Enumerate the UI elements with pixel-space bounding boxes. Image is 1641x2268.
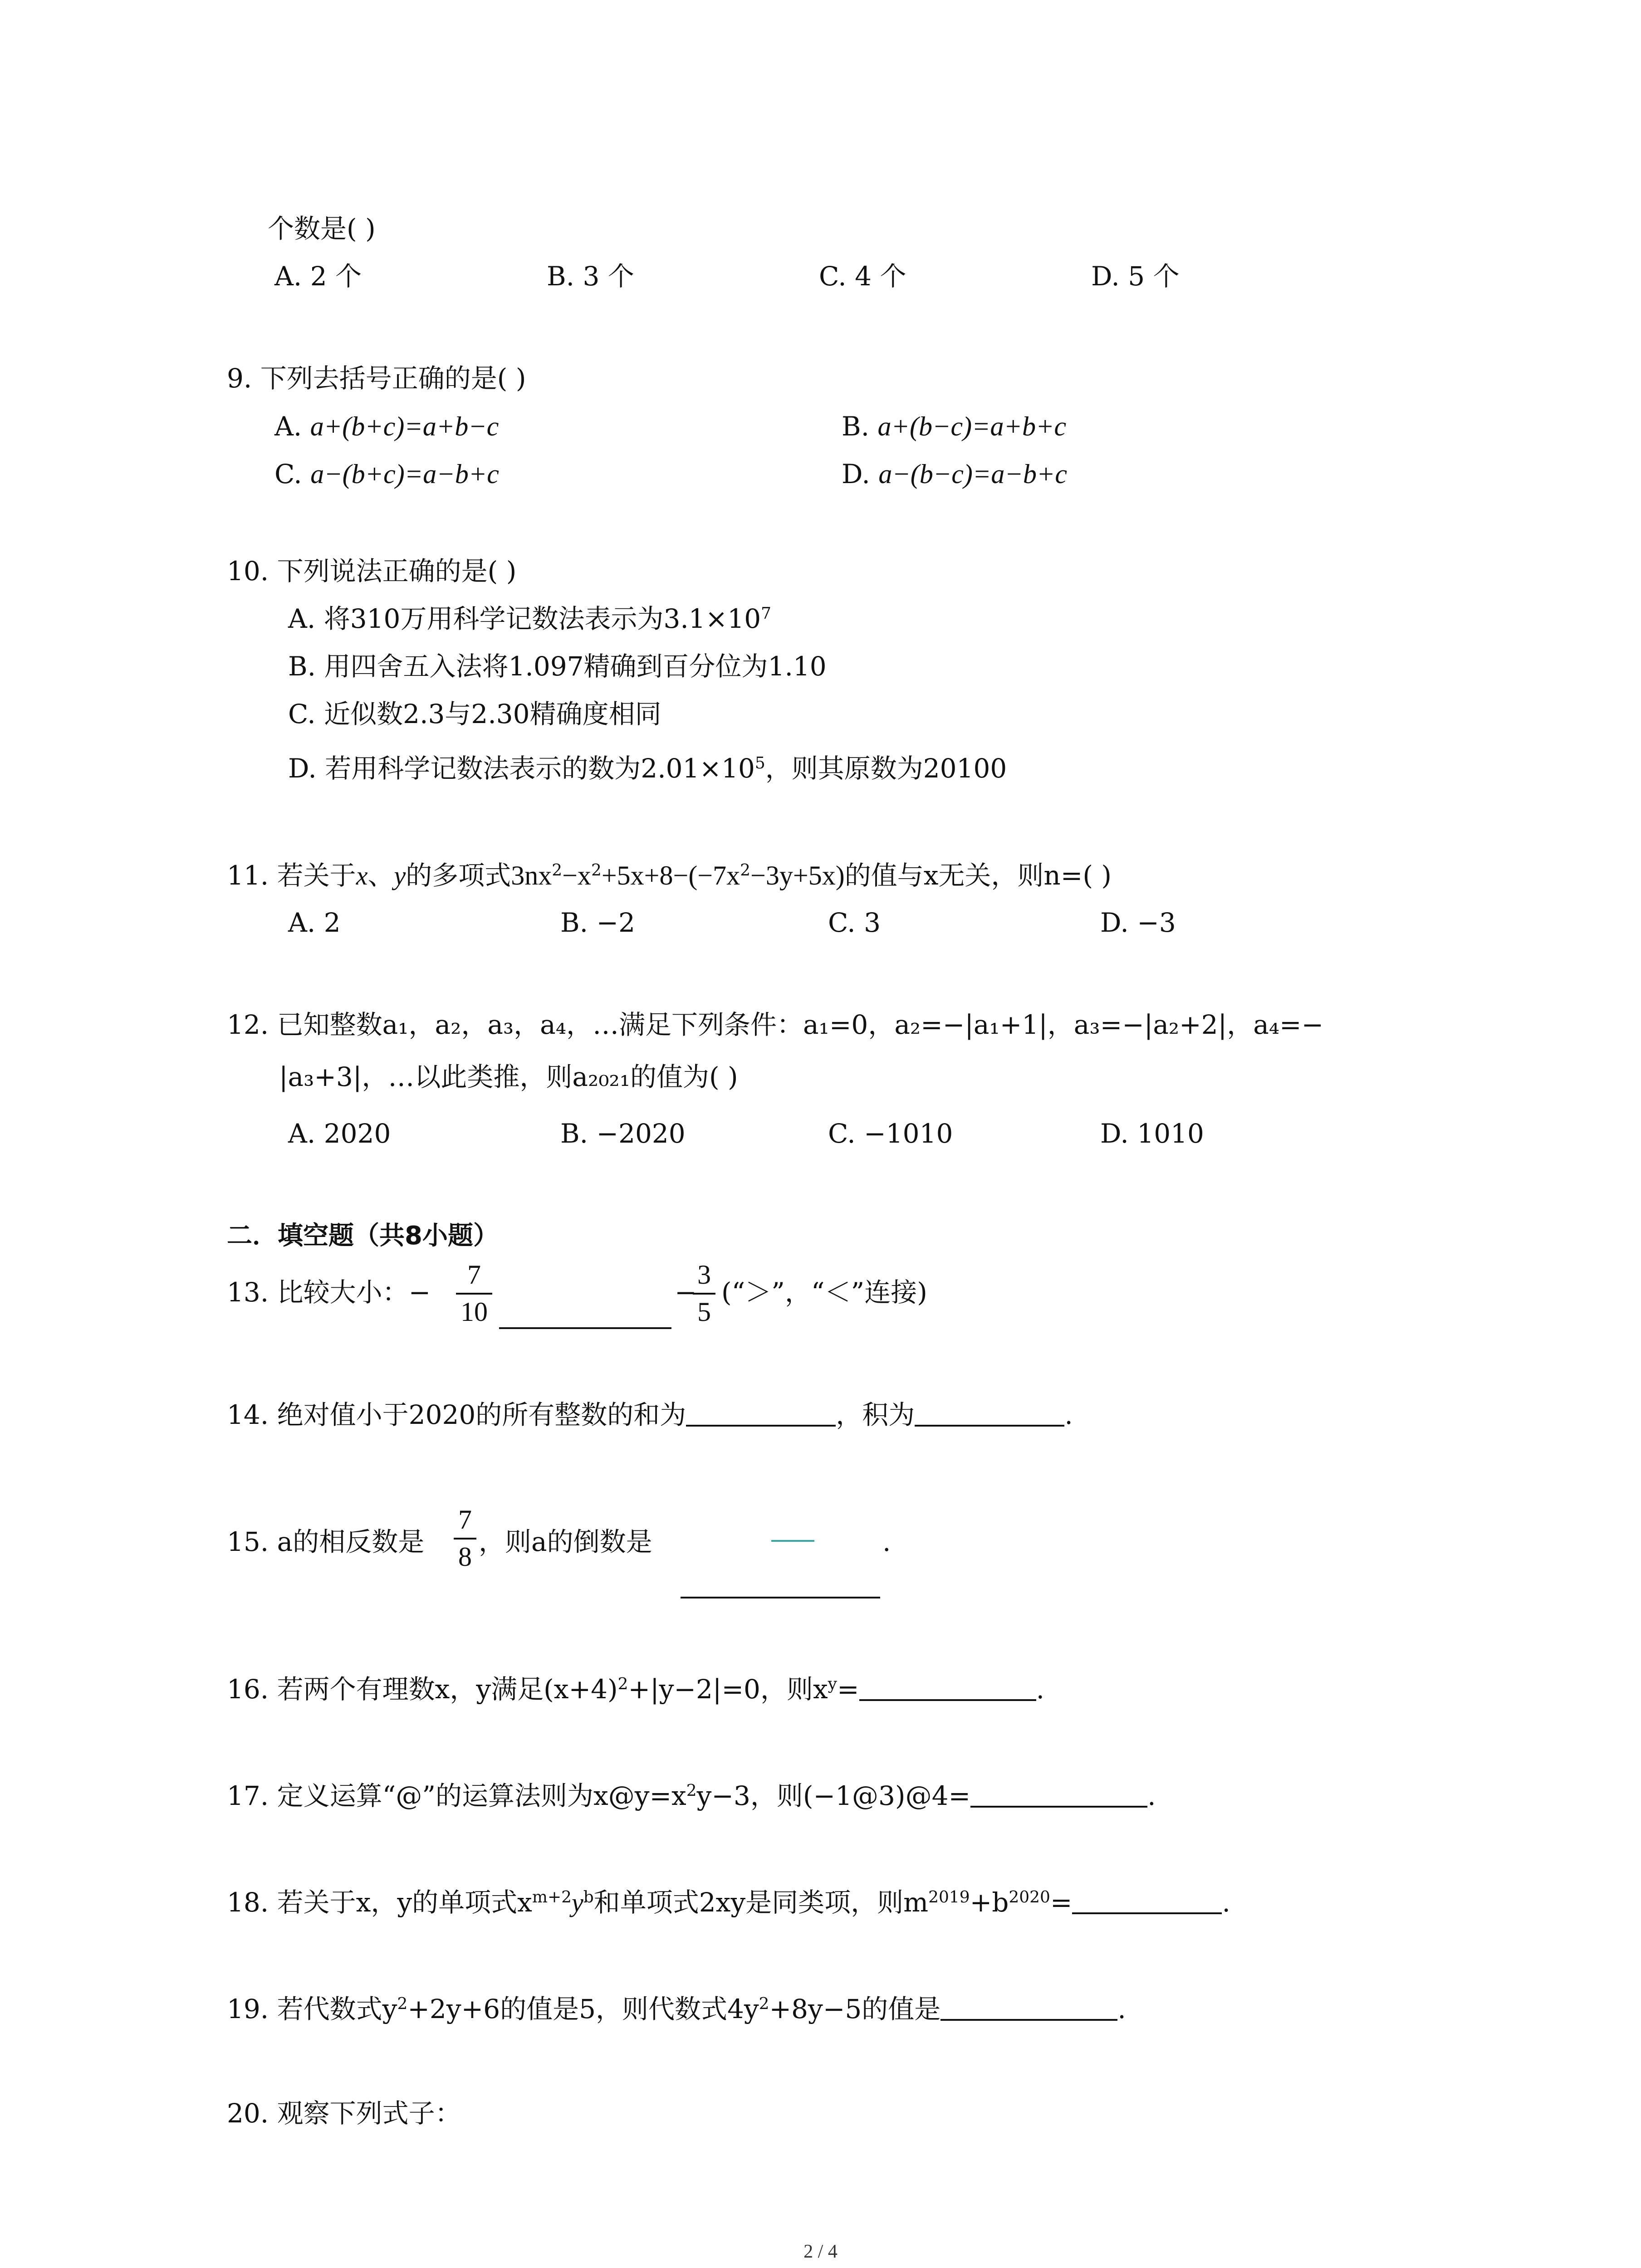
q19-tail: +8y−5的值是 — [769, 1994, 941, 2024]
q11-expr-d: −3y+5x) — [750, 860, 845, 890]
q13-head: 13. 比较大小：− — [227, 1277, 431, 1308]
q18 — [227, 1889, 1230, 1916]
q11-expr-c: +5x+8−(−7x — [601, 860, 740, 890]
q15-end: . — [882, 1526, 891, 1557]
q14-mid: ，积为 — [836, 1399, 915, 1430]
page-number: 2 / 4 — [803, 2241, 838, 2262]
q10-option-d-text: D. 若用科学记数法表示的数为2.01×10 — [288, 753, 755, 784]
q13-tail: (“＞”，“＜”连接) — [721, 1277, 927, 1308]
q18-exp4: 2020 — [1009, 1888, 1050, 1907]
q11-stem — [227, 862, 1112, 889]
q18-exp3: 2019 — [928, 1888, 970, 1907]
q17-head: 17. 定义运算“@”的运算法则为x@y=x — [227, 1780, 686, 1811]
q12-line-1: 12. 已知整数a₁，a₂，a₃，a₄，…满足下列条件：a₁=0，a₂=−|a₁+1|，a₃=−|a₂+2|，a₄=− — [227, 1009, 1324, 1040]
q13-minus: − — [675, 1277, 697, 1308]
q16-exp2: y — [828, 1675, 837, 1694]
q16-mid: +|y−2|=0，则x — [628, 1674, 828, 1705]
q18-blank[interactable] — [1072, 1908, 1222, 1914]
q9-option-b — [842, 413, 1066, 440]
q15-fraction — [454, 1506, 476, 1570]
q9-option-c-math: a−(b+c)=a−b+c — [310, 459, 499, 489]
q17-end: . — [1147, 1780, 1156, 1811]
q10-option-a-exp: 7 — [761, 604, 771, 623]
q10-option-d-exp: 5 — [754, 754, 765, 773]
q9-option-b-math: a+(b−c)=a+b+c — [877, 411, 1067, 441]
q9-option-d-letter: D. — [842, 459, 879, 489]
q13-f1-denominator: 10 — [460, 1297, 488, 1327]
q13-f2-denominator: 5 — [697, 1297, 711, 1327]
q10-option-d — [288, 755, 1007, 782]
q11-option-a: A. 2 — [288, 907, 341, 938]
q13-fraction-2 — [693, 1261, 715, 1325]
q18-eq: = — [1050, 1887, 1073, 1918]
q19-head: 19. 若代数式y — [227, 1994, 397, 2024]
q18-exp2: b — [583, 1888, 594, 1907]
q13-f2-numerator: 3 — [697, 1260, 711, 1290]
q18-head: 18. 若关于x，y的单项式x — [227, 1887, 532, 1918]
q19 — [227, 1996, 1126, 2022]
q9-option-a — [274, 413, 499, 440]
q13-blank[interactable] — [499, 1304, 671, 1330]
q13-f1-bar — [456, 1293, 492, 1295]
q9-stem: 9. 下列去括号正确的是( ) — [227, 363, 526, 394]
q8-option-b: B. 3 个 — [547, 261, 634, 292]
q9-option-a-letter: A. — [274, 411, 310, 442]
q8-option-d: D. 5 个 — [1091, 261, 1180, 292]
q15-mid: ，则a的倒数是 — [479, 1526, 652, 1557]
q10-option-a — [288, 603, 771, 634]
q18-exp1: m+2 — [532, 1888, 572, 1907]
q19-mid: +2y+6的值是5，则代数式4y — [407, 1994, 759, 2024]
q15-numerator: 7 — [458, 1505, 472, 1535]
q10-option-a-text: A. 将310万用科学记数法表示为3.1×10 — [288, 603, 761, 634]
q16-eq: = — [837, 1674, 859, 1705]
q19-exp2: 2 — [759, 1994, 769, 2014]
q9-option-c-letter: C. — [274, 459, 311, 489]
q8-stem-tail: 个数是( ) — [268, 213, 376, 244]
q13-fraction-1 — [456, 1261, 492, 1325]
q11-var-y: y — [394, 861, 406, 890]
q9-option-d-math: a−(b−c)=a−b+c — [878, 459, 1067, 489]
q12-option-a: A. 2020 — [288, 1118, 391, 1149]
q10-option-c: C. 近似数2.3与2.30精确度相同 — [288, 699, 661, 729]
q18-y: y — [571, 1888, 583, 1917]
q19-exp: 2 — [397, 1994, 408, 2014]
q17-exp: 2 — [686, 1781, 697, 1800]
q15-teal-mark — [771, 1540, 814, 1542]
q9-option-c — [274, 460, 499, 488]
q16-head: 16. 若两个有理数x，y满足(x+4) — [227, 1674, 618, 1705]
q11-mid: 的多项式 — [406, 860, 511, 891]
q11-expr-a: 3nx — [511, 860, 552, 890]
q19-end: . — [1117, 1994, 1126, 2024]
q12-option-b: B. −2020 — [560, 1118, 686, 1149]
q10-option-b: B. 用四舍五入法将1.097精确到百分位为1.10 — [288, 651, 827, 682]
q10-option-d-tail: ，则其原数为20100 — [765, 753, 1007, 784]
q17 — [227, 1780, 1156, 1811]
q16-blank[interactable] — [859, 1695, 1036, 1701]
q15-blank[interactable] — [681, 1597, 880, 1598]
q15-bar — [454, 1538, 476, 1540]
q14-end: . — [1064, 1399, 1073, 1430]
q11-option-b: B. −2 — [560, 907, 635, 938]
q14-blank-sum[interactable] — [686, 1420, 836, 1427]
q11-var-x: x — [356, 861, 368, 890]
q18-end: . — [1222, 1887, 1230, 1918]
q11-expr-b: −x — [562, 860, 591, 890]
q12-option-c: C. −1010 — [828, 1118, 953, 1149]
q16-exp: 2 — [617, 1675, 628, 1694]
q8-option-c: C. 4 个 — [819, 261, 906, 292]
q15-head: 15. a的相反数是 — [227, 1526, 425, 1557]
q13-f2-bar — [693, 1293, 715, 1295]
q15-denominator: 8 — [458, 1542, 472, 1572]
q14-blank-product[interactable] — [915, 1420, 1064, 1427]
q18-plus: +b — [970, 1887, 1009, 1918]
q10-stem: 10. 下列说法正确的是( ) — [227, 556, 517, 587]
q8-option-a: A. 2 个 — [274, 261, 362, 292]
q13-f1-numerator: 7 — [467, 1260, 481, 1290]
q12-line-2: |a₃+3|，…以此类推，则a₂₀₂₁的值为( ) — [279, 1061, 738, 1092]
section-2-title: 二．填空题（共8小题） — [227, 1221, 499, 1251]
q12-option-d: D. 1010 — [1100, 1118, 1204, 1149]
q11-sq-3: 2 — [740, 861, 751, 880]
q11-option-d: D. −3 — [1100, 907, 1176, 938]
q20-stem: 20. 观察下列式子： — [227, 2098, 461, 2129]
q14-head: 14. 绝对值小于2020的所有整数的和为 — [227, 1399, 686, 1430]
q11-sq-2: 2 — [591, 861, 602, 880]
q17-mid: y−3，则(−1@3)@4= — [696, 1780, 971, 1811]
q14 — [227, 1399, 1073, 1430]
q16 — [227, 1674, 1045, 1705]
q11-sep: 、 — [367, 860, 394, 891]
q16-end: . — [1036, 1674, 1045, 1705]
q11-num: 11. 若关于 — [227, 860, 356, 891]
q9-option-d — [842, 460, 1067, 488]
q9-option-a-math: a+(b+c)=a+b−c — [310, 411, 499, 441]
q18-mid: 和单项式2xy是同类项，则m — [593, 1887, 929, 1918]
q11-sq-1: 2 — [552, 861, 563, 880]
q9-option-b-letter: B. — [842, 411, 878, 442]
q11-tail: 的值与x无关，则n=( ) — [844, 860, 1112, 891]
q11-option-c: C. 3 — [828, 907, 881, 938]
q19-blank[interactable] — [941, 2014, 1117, 2021]
q17-blank[interactable] — [970, 1801, 1147, 1808]
